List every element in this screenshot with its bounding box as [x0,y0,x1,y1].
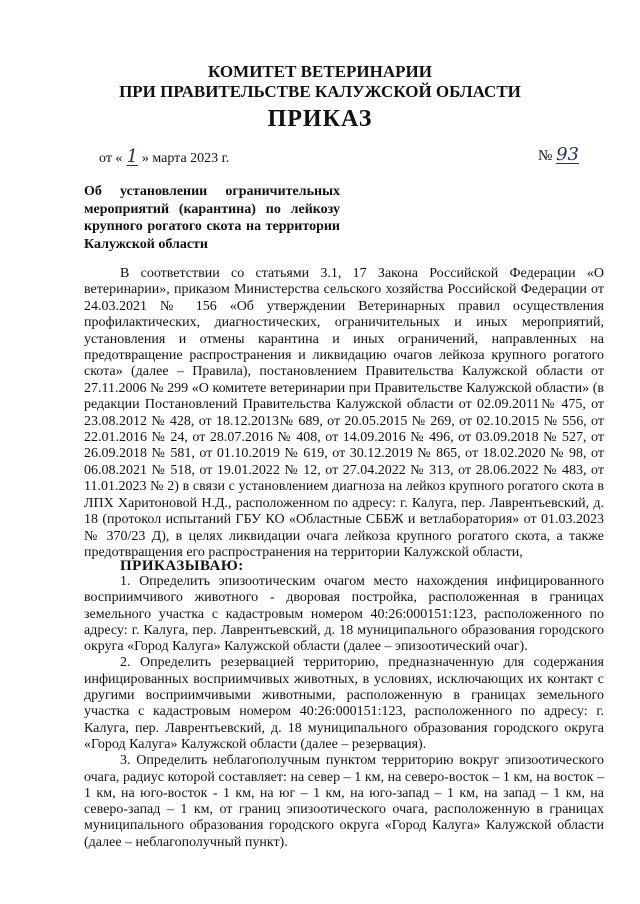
order-keyword: ПРИКАЗЫВАЮ: [120,558,244,574]
number-value-handwritten: 93 [556,144,579,165]
number-label: № [538,148,553,164]
date-prefix: от « [99,151,123,166]
order-item-2: 2. Определить резервацией территорию, предназначенную для содержания инфицированных восприимчивых животных, в условиях, исключающих их контакт с другими восприимчивыми животными, расположенную в границах земельного участка с кадастровым номером 40:26:000151:123, расположенного по адресу: г. Калуга, пер. Лаврентьевский, д. 18 муниципального образования городского округа «Город Калуга» Калужской области (далее – резервация). [84,655,604,752]
date-day-handwritten: 1 [126,146,138,167]
order-item-3: 3. Определить неблагополучным пунктом территорию вокруг эпизоотического очага, радиус которой составляет: на север – 1 км, на северо-восток – 1 км, на восток – 1 км, на юго-восток - 1 км, на юг – 1 км, на юго-запад – 1 км, на запад – 1 км, на северо-запад – 1 км, от границ эпизоотического очага, расположенную в границах муниципального образования городского округа «Город Калуга» Калужской области (далее – неблагополучный пункт). [84,753,604,850]
committee-name: КОМИТЕТ ВЕТЕРИНАРИИ [208,62,432,81]
preamble-paragraph: В соответствии со статьями 3.1, 17 Закона Российской Федерации «О ветеринарии», приказом Министерства сельского хозяйства Российской Федерации от 24.03.2021 № 156 «Об утверждении Ветеринарных правил осуществления профилактических, диагностических, ограничительных и иных мероприятий, установления и отмены карантина и иных ограничений, направленных на предотвращение распространения и ликвидацию очагов лейкоза крупного рогатого скота» (далее – Правила), постановлением Правительства Калужской области от 27.11.2006 № 299 «О комитете ветеринарии при Правительстве Калужской области» (в редакции Постановлений Правительства Калужской области от 02.09.2011№ 475, от 23.08.2012 № 428, от 18.12.2013№ 689, от 20.05.2015 № 269, от 02.10.2015 № 556, от 22.01.2016 № 24, от 28.07.2016 № 408, от 14.09.2016 № 496, от 03.09.2018 № 527, от 26.09.2018 № 581, от 01.10.2019 № 619, от 30.12.2019 № 865, от 18.02.2020 № 98, от 06.08.2021 № 518, от 19.01.2022 № 12, от 27.04.2022 № 313, от 28.06.2022 № 483, от 11.01.2023 № 2) в связи с установлением диагноза на лейкоз крупного рогатого скота в ЛПХ Харитоновой Н.Д., расположенном по адресу: г. Калуга, пер. Лаврентьевский, д. 18 (протокол испытаний ГБУ КО «Областные СББЖ и ветлаборатория» от 01.03.2023 № 370/23 Д), в целях ликвидации очага лейкоза крупного рогатого скота, а также предотвращения его распространения на территории Калужской области, [84,266,604,560]
order-subject: Об установлении ограничительных мероприятий (карантина) по лейкозу крупного рогатого скота на территории Калужской области [84,184,340,252]
date-suffix: » марта 2023 г. [141,151,230,166]
committee-affiliation: ПРИ ПРАВИТЕЛЬСТВЕ КАЛУЖСКОЙ ОБЛАСТИ [119,82,521,101]
order-number [538,146,579,165]
document-type-title: ПРИКАЗ [267,106,373,132]
order-date [99,148,229,168]
order-item-1: 1. Определить эпизоотическим очагом место нахождения инфицированного восприимчивого животного - дворовая постройка, расположенная в границах земельного участка с кадастровым номером 40:26:000151:123, расположенного по адресу: г. Калуга, пер. Лаврентьевский, д. 18 муниципального образования городского округа «Город Калуга» Калужской области (далее – эпизоотический очаг). [84,574,604,655]
preamble-block [84,266,604,561]
order-items [84,574,604,851]
